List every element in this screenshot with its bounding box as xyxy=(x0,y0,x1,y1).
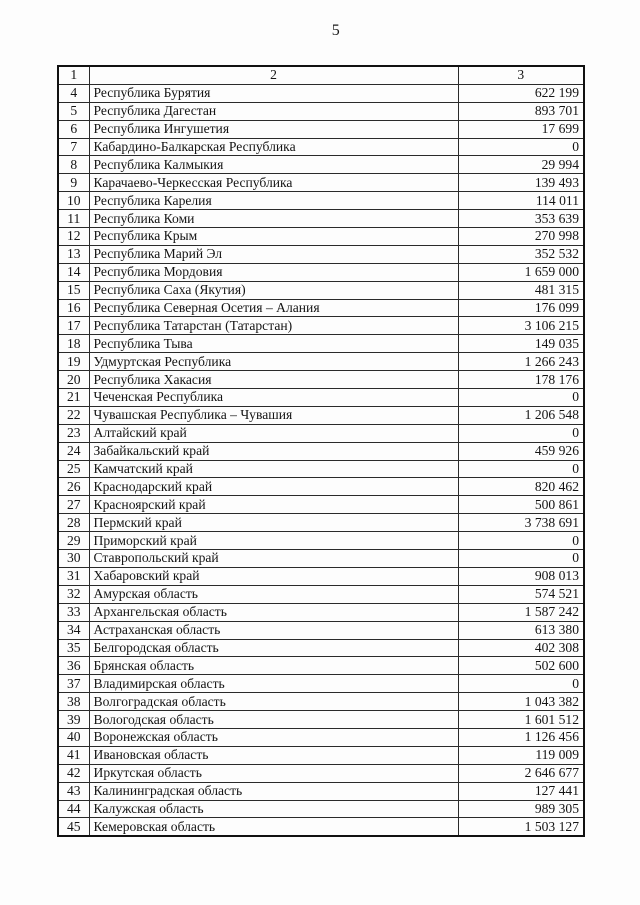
row-number-cell: 25 xyxy=(58,460,89,478)
value-cell: 1 266 243 xyxy=(458,353,584,371)
value-cell: 622 199 xyxy=(458,84,584,102)
row-number-cell: 22 xyxy=(58,406,89,424)
region-name-cell: Республика Татарстан (Татарстан) xyxy=(89,317,458,335)
page-number: 5 xyxy=(331,22,341,39)
row-number-cell: 6 xyxy=(58,120,89,138)
table-row xyxy=(58,228,584,246)
row-number-cell: 18 xyxy=(58,335,89,353)
region-name-cell: Республика Бурятия xyxy=(89,84,458,102)
table-row xyxy=(58,818,584,836)
region-name-cell: Камчатский край xyxy=(89,460,458,478)
row-number-cell: 8 xyxy=(58,156,89,174)
row-number-cell: 31 xyxy=(58,567,89,585)
table-row xyxy=(58,657,584,675)
regions-table xyxy=(57,65,585,837)
value-cell: 459 926 xyxy=(458,442,584,460)
value-cell: 1 601 512 xyxy=(458,711,584,729)
table-row xyxy=(58,245,584,263)
row-number-cell: 36 xyxy=(58,657,89,675)
region-name-cell: Вологодская область xyxy=(89,711,458,729)
table-row xyxy=(58,138,584,156)
row-number-cell: 45 xyxy=(58,818,89,836)
row-number-cell: 34 xyxy=(58,621,89,639)
value-cell: 1 659 000 xyxy=(458,263,584,281)
region-name-cell: Иркутская область xyxy=(89,764,458,782)
table-row xyxy=(58,406,584,424)
header-col-1: 1 xyxy=(58,66,89,84)
region-name-cell: Калужская область xyxy=(89,800,458,818)
table-row xyxy=(58,120,584,138)
table-row xyxy=(58,603,584,621)
region-name-cell: Воронежская область xyxy=(89,728,458,746)
table-row xyxy=(58,335,584,353)
row-number-cell: 41 xyxy=(58,746,89,764)
row-number-cell: 13 xyxy=(58,245,89,263)
region-name-cell: Астраханская область xyxy=(89,621,458,639)
table-header xyxy=(58,66,584,84)
table-row xyxy=(58,621,584,639)
region-name-cell: Калининградская область xyxy=(89,782,458,800)
row-number-cell: 35 xyxy=(58,639,89,657)
row-number-cell: 11 xyxy=(58,210,89,228)
table-row xyxy=(58,442,584,460)
region-name-cell: Алтайский край xyxy=(89,424,458,442)
region-name-cell: Республика Тыва xyxy=(89,335,458,353)
region-name-cell: Республика Марий Эл xyxy=(89,245,458,263)
table-row xyxy=(58,782,584,800)
value-cell: 29 994 xyxy=(458,156,584,174)
value-cell: 2 646 677 xyxy=(458,764,584,782)
region-name-cell: Республика Мордовия xyxy=(89,263,458,281)
table-row xyxy=(58,496,584,514)
region-name-cell: Республика Северная Осетия – Алания xyxy=(89,299,458,317)
table-row xyxy=(58,317,584,335)
row-number-cell: 32 xyxy=(58,585,89,603)
region-name-cell: Пермский край xyxy=(89,514,458,532)
table-row xyxy=(58,299,584,317)
table-row xyxy=(58,585,584,603)
region-name-cell: Амурская область xyxy=(89,585,458,603)
value-cell: 1 503 127 xyxy=(458,818,584,836)
table-row xyxy=(58,424,584,442)
value-cell: 270 998 xyxy=(458,228,584,246)
table-row xyxy=(58,389,584,407)
row-number-cell: 15 xyxy=(58,281,89,299)
region-name-cell: Удмуртская Республика xyxy=(89,353,458,371)
row-number-cell: 33 xyxy=(58,603,89,621)
value-cell: 127 441 xyxy=(458,782,584,800)
value-cell: 149 035 xyxy=(458,335,584,353)
value-cell: 0 xyxy=(458,675,584,693)
value-cell: 352 532 xyxy=(458,245,584,263)
table-body xyxy=(58,84,584,836)
value-cell: 1 206 548 xyxy=(458,406,584,424)
table-row xyxy=(58,728,584,746)
value-cell: 1 043 382 xyxy=(458,693,584,711)
row-number-cell: 27 xyxy=(58,496,89,514)
region-name-cell: Чеченская Республика xyxy=(89,389,458,407)
value-cell: 502 600 xyxy=(458,657,584,675)
header-col-3: 3 xyxy=(458,66,584,84)
row-number-cell: 12 xyxy=(58,228,89,246)
row-number-cell: 29 xyxy=(58,532,89,550)
region-name-cell: Ивановская область xyxy=(89,746,458,764)
region-name-cell: Брянская область xyxy=(89,657,458,675)
value-cell: 353 639 xyxy=(458,210,584,228)
table-row xyxy=(58,174,584,192)
value-cell: 908 013 xyxy=(458,567,584,585)
table-row xyxy=(58,711,584,729)
value-cell: 574 521 xyxy=(458,585,584,603)
row-number-cell: 19 xyxy=(58,353,89,371)
value-cell: 178 176 xyxy=(458,371,584,389)
region-name-cell: Республика Карелия xyxy=(89,192,458,210)
header-row xyxy=(58,66,584,84)
row-number-cell: 40 xyxy=(58,728,89,746)
row-number-cell: 39 xyxy=(58,711,89,729)
table-row xyxy=(58,460,584,478)
row-number-cell: 4 xyxy=(58,84,89,102)
row-number-cell: 20 xyxy=(58,371,89,389)
value-cell: 481 315 xyxy=(458,281,584,299)
row-number-cell: 17 xyxy=(58,317,89,335)
region-name-cell: Республика Коми xyxy=(89,210,458,228)
value-cell: 17 699 xyxy=(458,120,584,138)
table-row xyxy=(58,263,584,281)
region-name-cell: Приморский край xyxy=(89,532,458,550)
region-name-cell: Краснодарский край xyxy=(89,478,458,496)
row-number-cell: 16 xyxy=(58,299,89,317)
region-name-cell: Хабаровский край xyxy=(89,567,458,585)
value-cell: 0 xyxy=(458,424,584,442)
table-row xyxy=(58,693,584,711)
row-number-cell: 24 xyxy=(58,442,89,460)
value-cell: 139 493 xyxy=(458,174,584,192)
region-name-cell: Архангельская область xyxy=(89,603,458,621)
region-name-cell: Владимирская область xyxy=(89,675,458,693)
value-cell: 114 011 xyxy=(458,192,584,210)
value-cell: 1 126 456 xyxy=(458,728,584,746)
value-cell: 0 xyxy=(458,532,584,550)
value-cell: 893 701 xyxy=(458,102,584,120)
value-cell: 613 380 xyxy=(458,621,584,639)
row-number-cell: 38 xyxy=(58,693,89,711)
region-name-cell: Забайкальский край xyxy=(89,442,458,460)
table-row xyxy=(58,567,584,585)
table-row xyxy=(58,550,584,568)
row-number-cell: 28 xyxy=(58,514,89,532)
row-number-cell: 21 xyxy=(58,389,89,407)
row-number-cell: 23 xyxy=(58,424,89,442)
value-cell: 119 009 xyxy=(458,746,584,764)
table-row xyxy=(58,210,584,228)
table-row xyxy=(58,102,584,120)
value-cell: 3 106 215 xyxy=(458,317,584,335)
value-cell: 3 738 691 xyxy=(458,514,584,532)
table-row xyxy=(58,764,584,782)
row-number-cell: 9 xyxy=(58,174,89,192)
row-number-cell: 10 xyxy=(58,192,89,210)
table-row xyxy=(58,353,584,371)
table-row xyxy=(58,156,584,174)
region-name-cell: Республика Дагестан xyxy=(89,102,458,120)
table-row xyxy=(58,281,584,299)
region-name-cell: Республика Саха (Якутия) xyxy=(89,281,458,299)
region-name-cell: Республика Крым xyxy=(89,228,458,246)
region-name-cell: Республика Калмыкия xyxy=(89,156,458,174)
row-number-cell: 44 xyxy=(58,800,89,818)
value-cell: 989 305 xyxy=(458,800,584,818)
value-cell: 0 xyxy=(458,460,584,478)
table-row xyxy=(58,800,584,818)
row-number-cell: 14 xyxy=(58,263,89,281)
row-number-cell: 26 xyxy=(58,478,89,496)
region-name-cell: Волгоградская область xyxy=(89,693,458,711)
region-name-cell: Кабардино-Балкарская Республика xyxy=(89,138,458,156)
value-cell: 402 308 xyxy=(458,639,584,657)
table-row xyxy=(58,532,584,550)
region-name-cell: Карачаево-Черкесская Республика xyxy=(89,174,458,192)
row-number-cell: 5 xyxy=(58,102,89,120)
row-number-cell: 37 xyxy=(58,675,89,693)
row-number-cell: 30 xyxy=(58,550,89,568)
table-row xyxy=(58,478,584,496)
value-cell: 0 xyxy=(458,389,584,407)
value-cell: 176 099 xyxy=(458,299,584,317)
region-name-cell: Кемеровская область xyxy=(89,818,458,836)
table-row xyxy=(58,371,584,389)
table-row xyxy=(58,639,584,657)
value-cell: 0 xyxy=(458,138,584,156)
value-cell: 1 587 242 xyxy=(458,603,584,621)
region-name-cell: Республика Хакасия xyxy=(89,371,458,389)
row-number-cell: 43 xyxy=(58,782,89,800)
region-name-cell: Белгородская область xyxy=(89,639,458,657)
row-number-cell: 42 xyxy=(58,764,89,782)
table-row xyxy=(58,514,584,532)
region-name-cell: Красноярский край xyxy=(89,496,458,514)
row-number-cell: 7 xyxy=(58,138,89,156)
region-name-cell: Чувашская Республика – Чувашия xyxy=(89,406,458,424)
table-row xyxy=(58,675,584,693)
value-cell: 500 861 xyxy=(458,496,584,514)
table-row xyxy=(58,192,584,210)
value-cell: 820 462 xyxy=(458,478,584,496)
header-col-2: 2 xyxy=(89,66,458,84)
table-row xyxy=(58,746,584,764)
region-name-cell: Республика Ингушетия xyxy=(89,120,458,138)
table-row xyxy=(58,84,584,102)
value-cell: 0 xyxy=(458,550,584,568)
region-name-cell: Ставропольский край xyxy=(89,550,458,568)
